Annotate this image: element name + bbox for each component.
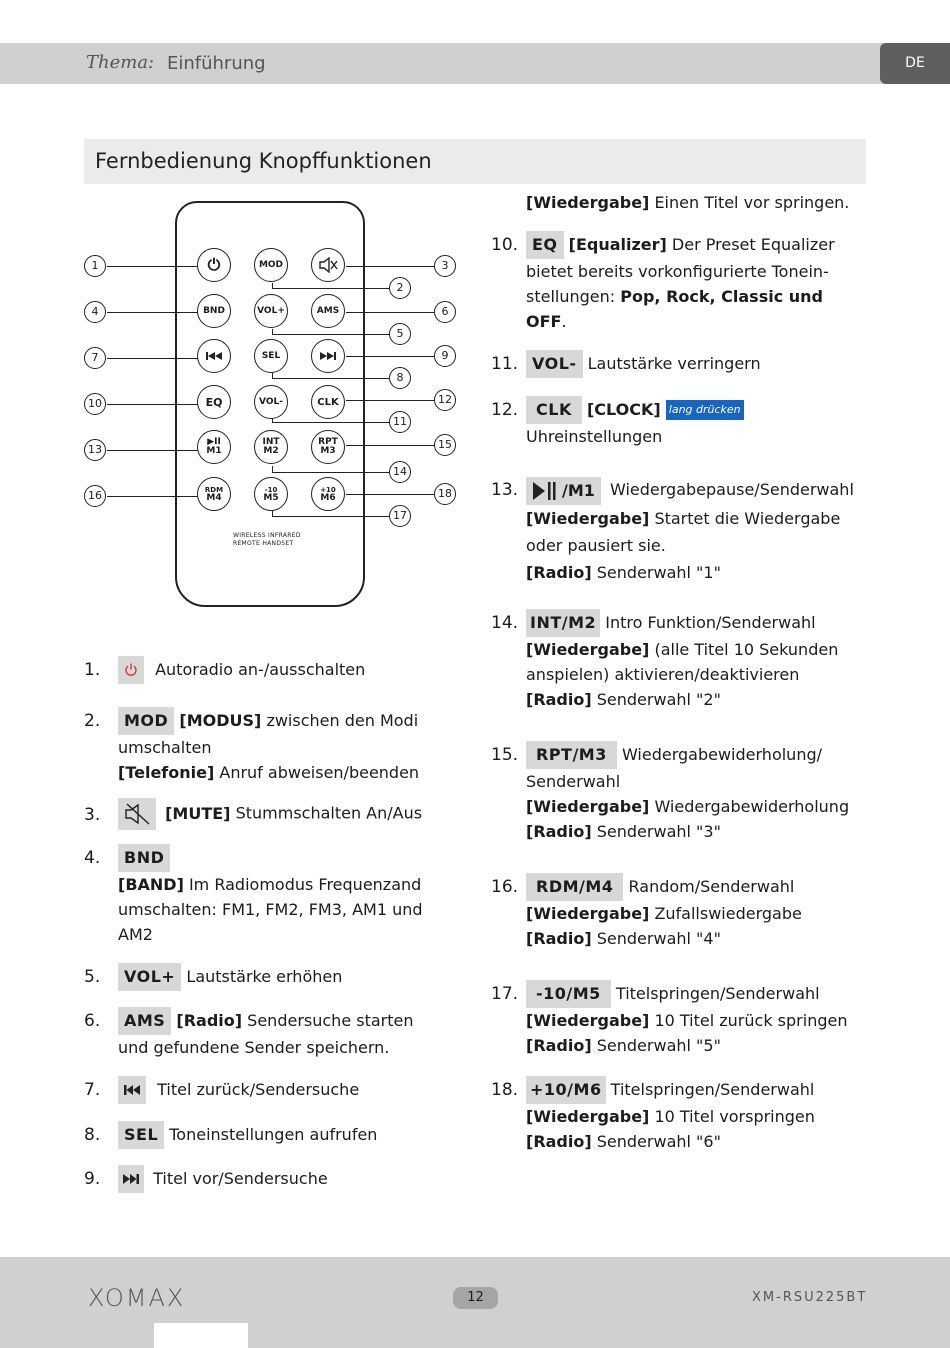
item-13-l3: oder pausiert sie.	[526, 535, 666, 555]
callout-2: 2	[389, 277, 411, 299]
play-pause-icon	[532, 481, 558, 501]
remote-clk-button[interactable]	[311, 385, 345, 419]
callout-line-7	[107, 358, 199, 359]
item-10-number: 10.	[491, 235, 519, 255]
remote-volp-label: VOL+	[257, 305, 285, 316]
callout-line-13	[107, 450, 199, 451]
remote-m3-top: RPT	[318, 437, 338, 447]
remote-m5-button[interactable]	[254, 477, 288, 511]
item-17	[526, 980, 847, 1058]
callout-line-10	[107, 404, 199, 405]
m1-tag	[526, 477, 601, 505]
callout-7: 7	[84, 347, 106, 369]
item-15-l4-bold: [Radio]	[526, 822, 592, 841]
item-10-text: Der Preset Equalizer	[666, 235, 835, 254]
item-6-number: 6.	[84, 1011, 101, 1031]
item-4	[118, 844, 423, 947]
remote-m1-button[interactable]	[197, 430, 231, 464]
item-18-l3-bold: [Radio]	[526, 1132, 592, 1151]
item-11	[526, 350, 761, 378]
item-14-l4: Senderwahl "2"	[591, 690, 721, 709]
remote-volm-label: VOL-	[259, 396, 283, 407]
callout-5: 5	[389, 323, 411, 345]
item-18-number: 18.	[491, 1080, 519, 1100]
item-14-l4-bold: [Radio]	[526, 690, 592, 709]
item-13-text: Wiedergabepause/Senderwahl	[610, 480, 854, 499]
item-11-number: 11.	[491, 354, 519, 374]
item-17-l3: Senderwahl "5"	[591, 1036, 721, 1055]
skip-forward-icon	[319, 351, 337, 361]
item-6-text: Sendersuche starten	[242, 1011, 414, 1030]
remote-volm-button[interactable]	[254, 385, 288, 419]
item-13-l2-bold: [Wiedergabe]	[526, 508, 650, 528]
item-9-number: 9.	[84, 1169, 101, 1189]
item-18-l2-bold: [Wiedergabe]	[526, 1107, 650, 1126]
item-16-l2-bold: [Wiedergabe]	[526, 904, 650, 923]
callout-15: 15	[434, 434, 456, 456]
item-18-l3: Senderwahl "6"	[591, 1132, 721, 1151]
item-4-line3: umschalten: FM1, FM2, FM3, AM1 und	[118, 900, 423, 919]
item-1-text: Autoradio an-/ausschalten	[155, 659, 366, 679]
callout-line-3	[346, 266, 434, 267]
callout-18: 18	[434, 483, 456, 505]
remote-bnd-label: BND	[203, 305, 225, 316]
remote-m4-top: RDM	[204, 485, 224, 494]
header-thema-label: Thema:	[86, 52, 155, 73]
remote-m4-button[interactable]	[197, 477, 231, 511]
remote-m1-bottom: M1	[206, 446, 222, 456]
item-15-text: Wiedergabewiderholung/	[621, 745, 822, 764]
eq-tag: EQ	[526, 231, 564, 259]
item-14-number: 14.	[491, 613, 519, 633]
section-title: Fernbedienung Knopffunktionen	[95, 149, 432, 173]
remote-m1-top: ▶II	[207, 437, 221, 447]
callout-line-12	[346, 400, 434, 401]
item-13-number: 13.	[491, 480, 519, 500]
power-icon: ⏻	[207, 255, 221, 274]
callout-3: 3	[434, 255, 456, 277]
item-12-bold: [CLOCK]	[586, 400, 661, 419]
callout-14: 14	[389, 461, 411, 483]
callout-line-1	[107, 266, 199, 267]
m1-tag-label: /M1	[562, 481, 595, 500]
item-5-text: Lautstärke erhöhen	[186, 967, 343, 986]
footer-strip	[154, 1323, 248, 1348]
section-title-bar	[84, 139, 866, 184]
item-17-l2: 10 Titel zurück springen	[649, 1011, 848, 1030]
remote-label	[233, 532, 301, 548]
item-12	[526, 396, 744, 449]
item-5	[118, 963, 342, 991]
item-2-line3-bold: [Telefonie]	[118, 763, 215, 782]
item-17-number: 17.	[491, 984, 519, 1004]
power-icon	[118, 656, 144, 684]
remote-m6-button[interactable]	[311, 477, 345, 511]
brand-logo: XOMAX	[88, 1284, 186, 1312]
remote-eq-button[interactable]	[197, 385, 231, 419]
item-3-number: 3.	[84, 805, 101, 825]
callout-12: 12	[434, 389, 456, 411]
item-3-text: Stummschalten An/Aus	[230, 803, 423, 823]
item-6	[118, 1007, 414, 1060]
item-10-line4-bold: OFF	[526, 312, 562, 331]
item-7-text: Titel zurück/Sendersuche	[157, 1079, 360, 1099]
item-16	[526, 873, 802, 951]
model-number: XM-RSU225BT	[752, 1290, 868, 1305]
callout-line-16	[107, 496, 199, 497]
item-9-continued	[526, 190, 849, 215]
remote-bnd-button[interactable]	[197, 294, 231, 328]
mod-tag: MOD	[118, 707, 174, 735]
callout-4: 4	[84, 301, 106, 323]
m3-tag: RPT/M3	[526, 741, 617, 769]
volp-tag: VOL+	[118, 963, 181, 991]
item-9-cont-text: Einen Titel vor springen.	[649, 193, 850, 212]
item-13-l4-bold: [Radio]	[526, 562, 592, 582]
item-12-line2: Uhreinstellungen	[526, 427, 663, 446]
item-12-number: 12.	[491, 400, 519, 420]
item-10-line3-bold: Pop, Rock, Classic und	[620, 287, 823, 306]
remote-m4-bottom: M4	[206, 492, 222, 503]
item-16-l3-bold: [Radio]	[526, 929, 592, 948]
remote-m6-top: +10	[320, 485, 336, 494]
volm-tag: VOL-	[526, 350, 583, 378]
item-15-number: 15.	[491, 745, 519, 765]
remote-ams-button[interactable]	[311, 294, 345, 328]
page-number: 12	[453, 1287, 498, 1309]
item-2-line2: umschalten	[118, 738, 212, 757]
remote-m3-button[interactable]	[311, 430, 345, 464]
item-10	[526, 231, 835, 334]
item-18-l2: 10 Titel vorspringen	[649, 1107, 815, 1126]
remote-power-button[interactable]	[197, 248, 231, 282]
item-15-l2: Senderwahl	[526, 772, 621, 791]
item-13-l4: Senderwahl "1"	[591, 562, 721, 582]
item-9-cont-bold: [Wiedergabe]	[526, 193, 650, 212]
item-3-bold: [MUTE]	[165, 803, 231, 823]
item-2-bold: [MODUS]	[179, 711, 262, 730]
item-17-l3-bold: [Radio]	[526, 1036, 592, 1055]
remote-ams-label: AMS	[316, 305, 340, 316]
callout-line-17	[272, 516, 389, 517]
remote-m6-bottom: M6	[320, 492, 336, 503]
callout-8: 8	[389, 367, 411, 389]
remote-mute-button[interactable]	[311, 248, 345, 282]
remote-m5-bottom: M5	[263, 492, 279, 503]
item-14-text: Intro Funktion/Senderwahl	[605, 613, 816, 632]
skip-back-icon	[118, 1076, 146, 1104]
item-3	[118, 798, 422, 830]
item-4-line2: Im Radiomodus Frequenzand	[183, 875, 422, 894]
mute-icon	[118, 798, 156, 830]
item-15-l4: Senderwahl "3"	[591, 822, 721, 841]
remote-next-button[interactable]	[311, 339, 345, 373]
remote-mod-button[interactable]	[254, 248, 288, 282]
item-17-l2-bold: [Wiedergabe]	[526, 1011, 650, 1030]
item-18-text: Titelspringen/Senderwahl	[610, 1080, 815, 1099]
m4-tag: RDM/M4	[526, 873, 623, 901]
item-14-l2-bold: [Wiedergabe]	[526, 640, 650, 659]
remote-m2-top: INT	[262, 437, 280, 447]
item-18	[526, 1076, 815, 1154]
item-16-l2: Zufallswiedergabe	[649, 904, 802, 923]
item-4-number: 4.	[84, 848, 101, 868]
remote-m3-bottom: M3	[320, 446, 336, 456]
callout-9: 9	[434, 345, 456, 367]
item-10-bold: [Equalizer]	[568, 235, 667, 254]
bnd-tag: BND	[118, 844, 170, 872]
m2-tag: INT/M2	[526, 609, 600, 637]
item-9-text: Titel vor/Sendersuche	[153, 1168, 328, 1188]
item-10-line4: .	[561, 312, 567, 331]
callout-1: 1	[84, 255, 106, 277]
item-2-line3: Anruf abweisen/beenden	[214, 763, 420, 782]
item-7	[118, 1076, 359, 1104]
skip-back-icon	[205, 351, 223, 361]
header-topic: Einführung	[167, 53, 266, 74]
callout-line-18	[346, 494, 434, 495]
item-10-line2: bietet bereits vorkonfigurierte Tonein-	[526, 262, 829, 281]
item-15	[526, 741, 849, 844]
remote-volp-button[interactable]	[254, 294, 288, 328]
item-17-text: Titelspringen/Senderwahl	[615, 984, 820, 1003]
item-6-bold: [Radio]	[176, 1011, 243, 1030]
item-9	[118, 1165, 328, 1193]
remote-m5-top: -10	[264, 485, 278, 494]
item-8-text: Toneinstellungen aufrufen	[169, 1125, 378, 1144]
remote-sel-button[interactable]	[254, 339, 288, 373]
remote-m2-bottom: M2	[263, 446, 279, 456]
callout-line-9	[346, 356, 434, 357]
remote-clk-label: CLK	[317, 396, 339, 408]
item-16-l3: Senderwahl "4"	[591, 929, 721, 948]
remote-label-line1: WIRELESS INFRARED	[233, 532, 301, 539]
ams-tag: AMS	[118, 1007, 171, 1035]
item-7-number: 7.	[84, 1080, 101, 1100]
item-15-l3: Wiedergabewiderholung	[649, 797, 850, 816]
item-6-line2: und gefundene Sender speichern.	[118, 1038, 390, 1057]
callout-line-11	[272, 422, 389, 423]
item-14-l2: (alle Titel 10 Sekunden	[649, 640, 839, 659]
callout-line-14	[272, 472, 389, 473]
callout-line-2	[272, 288, 389, 289]
item-14	[526, 609, 838, 712]
m5-tag: -10/M5	[526, 980, 611, 1008]
item-4-line4: AM2	[118, 925, 153, 944]
item-1	[118, 656, 365, 684]
item-16-number: 16.	[491, 877, 519, 897]
item-14-l3: anspielen) aktivieren/deaktivieren	[526, 665, 800, 684]
item-13	[526, 476, 854, 586]
callout-6: 6	[434, 301, 456, 323]
remote-m2-button[interactable]	[254, 430, 288, 464]
long-press-badge: lang drücken	[666, 400, 744, 420]
callout-line-6	[346, 312, 434, 313]
item-2-text: zwischen den Modi	[261, 711, 419, 730]
callout-line-5	[272, 334, 389, 335]
callout-16: 16	[84, 485, 106, 507]
callout-line-15	[346, 445, 434, 446]
remote-mod-label: MOD	[258, 259, 284, 270]
mute-icon	[318, 257, 338, 273]
remote-eq-label: EQ	[205, 395, 223, 409]
item-4-bold: [BAND]	[118, 875, 184, 894]
m6-tag: +10/M6	[526, 1076, 606, 1104]
item-15-l3-bold: [Wiedergabe]	[526, 797, 650, 816]
callout-17: 17	[389, 505, 411, 527]
item-1-number: 1.	[84, 660, 101, 680]
header-bar	[0, 43, 950, 84]
remote-prev-button[interactable]	[197, 339, 231, 373]
remote-label-line2: REMOTE HANDSET	[233, 540, 294, 547]
item-10-line3: stellungen:	[526, 287, 621, 306]
clk-tag: CLK	[526, 396, 582, 424]
item-8	[118, 1121, 377, 1149]
skip-forward-icon	[118, 1165, 144, 1193]
item-5-number: 5.	[84, 967, 101, 987]
item-2	[118, 707, 419, 785]
callout-11: 11	[389, 411, 411, 433]
item-2-number: 2.	[84, 711, 101, 731]
item-13-l2: Startet die Wiedergabe	[649, 508, 841, 528]
callout-line-4	[107, 312, 199, 313]
item-11-text: Lautstärke verringern	[587, 354, 761, 373]
item-16-text: Random/Senderwahl	[628, 877, 795, 896]
sel-tag: SEL	[118, 1121, 164, 1149]
callout-line-8	[272, 378, 389, 379]
callout-13: 13	[84, 439, 106, 461]
language-tab[interactable]: DE	[880, 43, 950, 84]
remote-sel-label: SEL	[261, 350, 281, 361]
callout-10: 10	[84, 393, 106, 415]
item-8-number: 8.	[84, 1125, 101, 1145]
